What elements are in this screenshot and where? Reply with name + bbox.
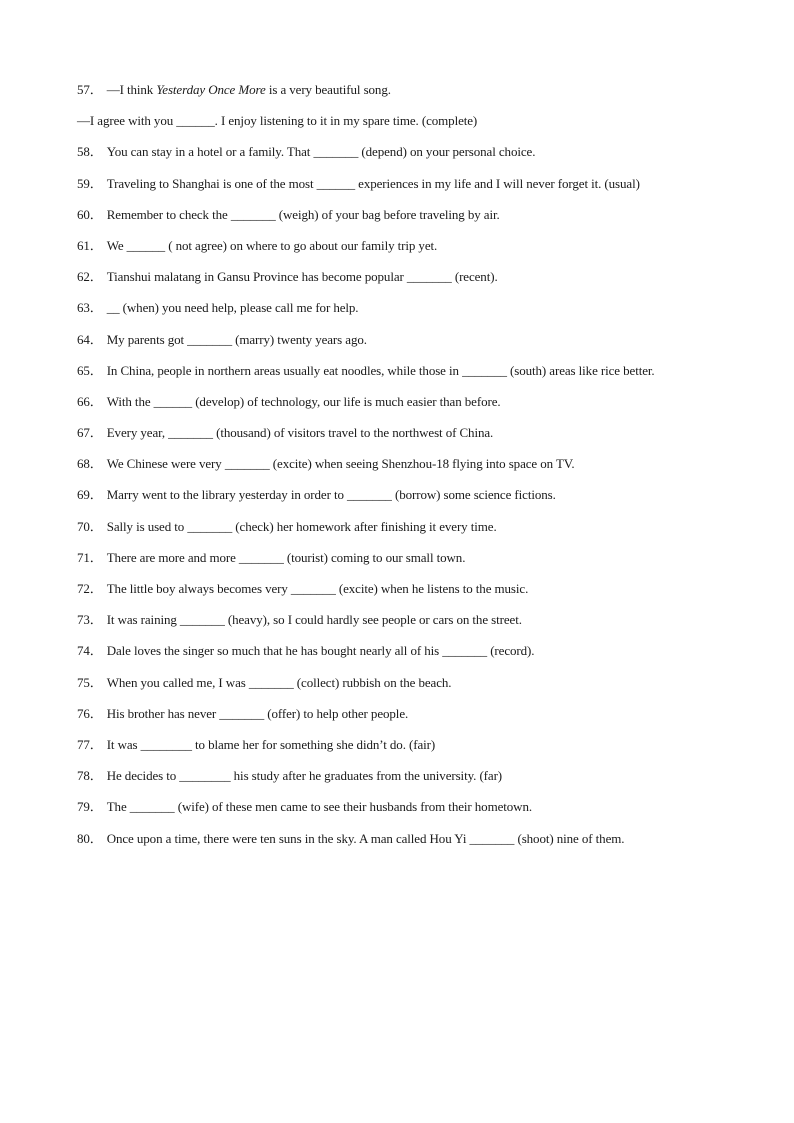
exercise-item-57-reply [77, 111, 767, 142]
item-number: 59． [77, 175, 103, 191]
item-text: We ______ ( not agree) on where to go about our family trip yet. [106, 237, 438, 253]
item-number: 78． [77, 768, 103, 784]
item-number: 80． [77, 830, 103, 846]
item-text: His brother has never _______ (offer) to help other people. [106, 705, 409, 721]
item-text: There are more and more _______ (tourist) coming to our small town. [106, 549, 466, 565]
item-text: Dale loves the singer so much that he has bought nearly all of his _______ (record). [106, 643, 535, 659]
exercise-item-72 [77, 579, 767, 610]
exercise-item-75 [77, 673, 767, 704]
item-text: The _______ (wife) of these men came to see their husbands from their hometown. [106, 799, 533, 815]
item-text: Traveling to Shanghai is one of the most ______ experiences in my life and I will never forget it. (usual) [106, 175, 640, 191]
item-text: The little boy always becomes very _______ (excite) when he listens to the music. [106, 581, 529, 596]
item-number: 58． [77, 144, 103, 160]
exercise-item-69 [77, 485, 767, 516]
item-number: 68． [77, 456, 103, 472]
item-number: 63． [77, 300, 103, 316]
exercise-item-62 [77, 267, 767, 298]
item-text-pre: —I think [106, 82, 157, 97]
item-number: 70． [77, 518, 103, 534]
exercise-item-78 [77, 766, 767, 797]
exercise-item-73 [77, 610, 767, 641]
item-number: 57． [77, 82, 103, 97]
item-text: It was ________ to blame her for something she didn’t do. (fair) [106, 736, 436, 752]
item-text: Tianshui malatang in Gansu Province has become popular _______ (recent). [106, 269, 498, 285]
exercise-item-67 [77, 423, 767, 454]
item-text: When you called me, I was _______ (collect) rubbish on the beach. [106, 674, 452, 690]
item-text: In China, people in northern areas usually eat noodles, while those in _______ (south) areas like rice better. [106, 362, 655, 378]
exercise-item-76 [77, 704, 767, 735]
item-number: 76． [77, 705, 103, 721]
item-number: 71． [77, 549, 103, 565]
item-number: 60． [77, 206, 103, 222]
item-text: Sally is used to _______ (check) her homework after finishing it every time. [106, 518, 497, 534]
exercise-item-66 [77, 392, 767, 423]
item-number: 77． [77, 736, 103, 752]
item-number: 79． [77, 799, 103, 815]
song-title: Yesterday Once More [156, 82, 266, 97]
item-number: 74． [77, 643, 103, 659]
item-number: 66． [77, 393, 103, 409]
item-text: We Chinese were very _______ (excite) when seeing Shenzhou-18 flying into space on TV. [106, 456, 575, 472]
item-text-post: is a very beautiful song. [265, 82, 391, 97]
exercise-item-59 [77, 174, 767, 205]
item-text: You can stay in a hotel or a family. That _______ (depend) on your personal choice. [106, 144, 536, 160]
item-text: He decides to ________ his study after he graduates from the university. (far) [106, 768, 503, 784]
exercise-item-58 [77, 142, 767, 173]
item-text: My parents got _______ (marry) twenty years ago. [106, 331, 367, 347]
item-number: 69． [77, 487, 103, 503]
exercise-item-65 [77, 361, 767, 392]
item-number: 75． [77, 674, 103, 690]
exercise-item-57 [77, 80, 767, 111]
exercise-item-71 [77, 548, 767, 579]
exercise-item-64 [77, 330, 767, 361]
exercise-item-61 [77, 236, 767, 267]
exercise-item-77 [77, 735, 767, 766]
item-number: 67． [77, 425, 103, 441]
item-number: 73． [77, 612, 103, 628]
exercise-item-74 [77, 641, 767, 672]
item-text: __ (when) you need help, please call me for help. [106, 300, 359, 316]
item-text: Every year, _______ (thousand) of visitors travel to the northwest of China. [106, 425, 494, 441]
item-text: Marry went to the library yesterday in order to _______ (borrow) some science fictions. [106, 487, 556, 503]
item-text: Once upon a time, there were ten suns in the sky. A man called Hou Yi _______ (shoot) nine of them. [106, 830, 625, 846]
exercise-item-79 [77, 797, 767, 828]
item-text: Remember to check the _______ (weigh) of your bag before traveling by air. [106, 206, 500, 222]
item-text: It was raining _______ (heavy), so I could hardly see people or cars on the street. [106, 612, 522, 628]
exercise-item-68 [77, 454, 767, 485]
item-text: —I agree with you ______. I enjoy listening to it in my spare time. (complete) [77, 113, 478, 129]
item-number: 72． [77, 581, 103, 596]
exercise-item-63 [77, 298, 767, 329]
exercise-list [77, 80, 767, 860]
item-number: 62． [77, 269, 103, 285]
item-text: With the ______ (develop) of technology, our life is much easier than before. [106, 393, 501, 409]
item-number: 61． [77, 237, 103, 253]
exercise-item-60 [77, 205, 767, 236]
exercise-item-80 [77, 829, 767, 860]
item-number: 64． [77, 331, 103, 347]
exercise-item-70 [77, 517, 767, 548]
item-number: 65． [77, 362, 103, 378]
